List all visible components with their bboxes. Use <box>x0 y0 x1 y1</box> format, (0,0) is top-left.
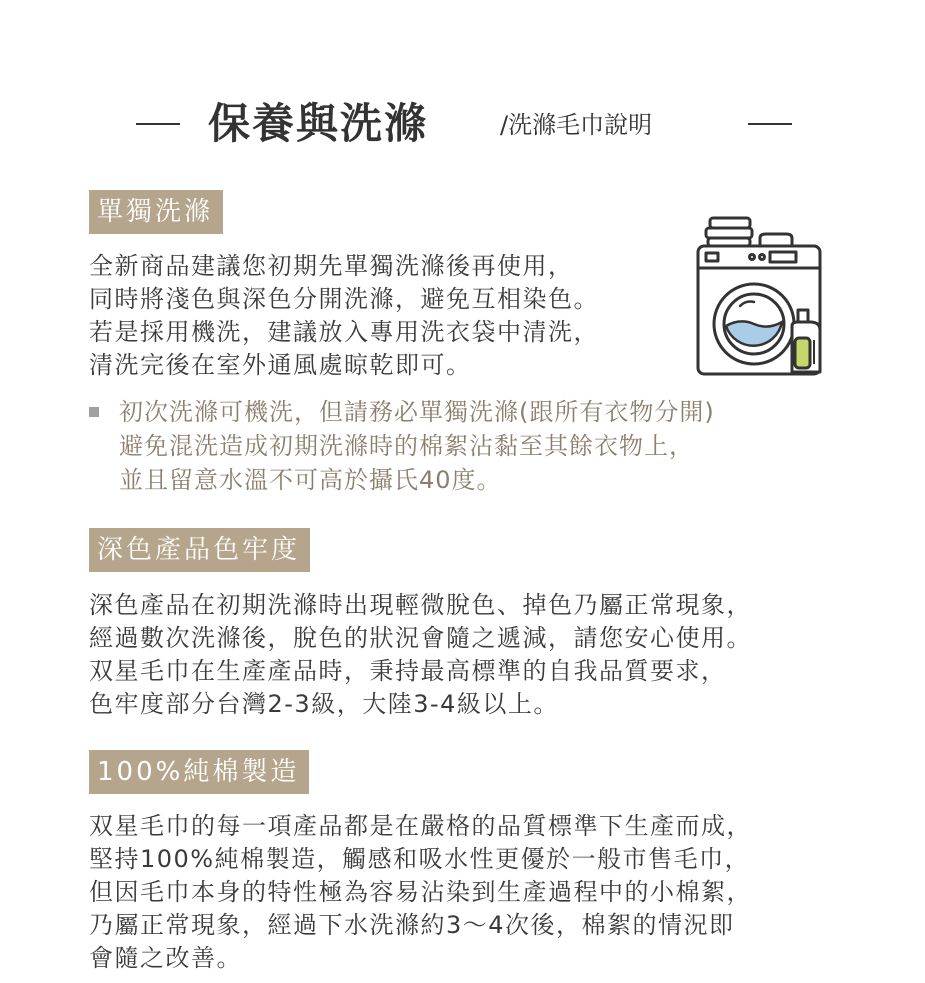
text-line: 乃屬正常現象，經過下水洗滌約3～4次後，棉絮的情況即 <box>89 911 735 939</box>
washing-machine-icon <box>694 214 830 378</box>
text-line: 若是採用機洗，建議放入專用洗衣袋中清洗， <box>89 318 599 346</box>
note-line: 並且留意水溫不可高於攝氏40度。 <box>119 466 502 494</box>
text-line: 全新商品建議您初期先單獨洗滌後再使用， <box>89 252 574 280</box>
text-line: 會隨之改善。 <box>89 944 242 972</box>
text-line: 經過數次洗滌後，脫色的狀況會隨之遞減，請您安心使用。 <box>89 624 752 652</box>
text-line: 但因毛巾本身的特性極為容易沾染到生產過程中的小棉絮， <box>89 878 752 906</box>
text-line: 色牢度部分台灣2-3級，大陸3-4級以上。 <box>89 690 559 718</box>
text-line: 双星毛巾的每一項產品都是在嚴格的品質標準下生產而成， <box>89 812 752 840</box>
title-left-dash <box>136 123 180 125</box>
text-line: 堅持100%純棉製造，觸感和吸水性更優於一般市售毛巾， <box>89 845 751 873</box>
square-bullet-icon <box>89 407 99 417</box>
section-label-separate-wash: 單獨洗滌 <box>89 190 223 234</box>
section-label-pure-cotton: 100%純棉製造 <box>89 750 309 794</box>
text-line: 深色產品在初期洗滌時出現輕微脫色、掉色乃屬正常現象， <box>89 591 752 619</box>
section-text-color-fastness <box>89 589 752 721</box>
page-subtitle: /洗滌毛巾說明 <box>500 111 653 139</box>
page-header <box>0 96 925 156</box>
section-text-pure-cotton <box>89 810 752 975</box>
page-title: 保養與洗滌 <box>208 99 429 148</box>
note-lines <box>119 395 715 497</box>
text-line: 清洗完後在室外通風處晾乾即可。 <box>89 351 472 379</box>
section-label-color-fastness: 深色產品色牢度 <box>89 528 310 572</box>
text-line: 同時將淺色與深色分開洗滌，避免互相染色。 <box>89 285 599 313</box>
note-line: 初次洗滌可機洗，但請務必單獨洗滌(跟所有衣物分開) <box>119 398 715 426</box>
text-line: 双星毛巾在生產產品時，秉持最高標準的自我品質要求， <box>89 657 727 685</box>
title-right-dash <box>748 123 792 125</box>
note-line: 避免混洗造成初期洗滌時的棉絮沾黏至其餘衣物上， <box>119 432 694 460</box>
section-text-separate-wash <box>89 250 599 382</box>
